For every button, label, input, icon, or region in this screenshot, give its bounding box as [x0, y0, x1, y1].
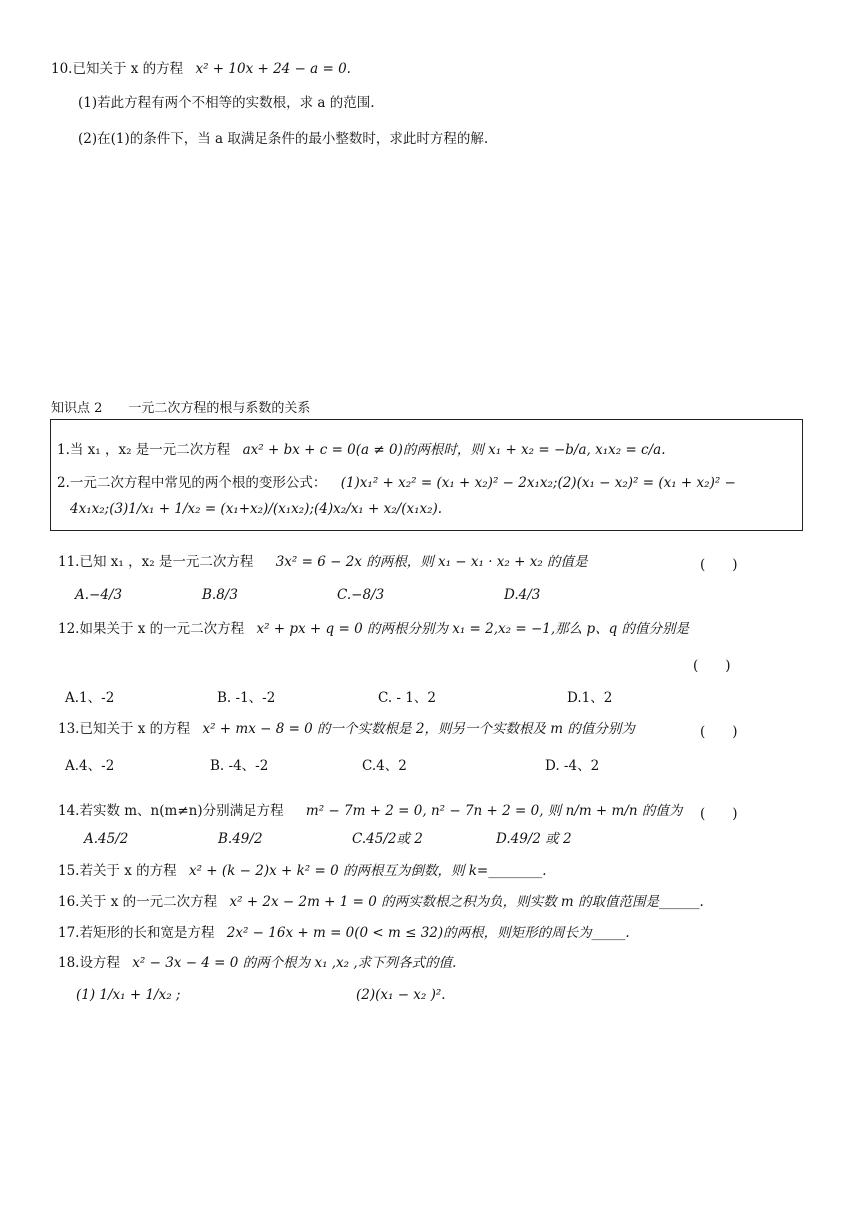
q13-answer-paren: ( ) — [700, 724, 738, 740]
q11-option-d: D.4/3 — [504, 587, 541, 603]
q10-part1: (1)若此方程有两个不相等的实数根，求 a 的范围. — [78, 95, 375, 111]
q11-line — [58, 553, 588, 571]
q17-stem: 17.若矩形的长和宽是方程 — [58, 925, 215, 941]
q12-option-c: C. - 1、2 — [378, 690, 436, 706]
q10-line — [51, 60, 351, 78]
kp-line1 — [57, 441, 666, 459]
q12-answer-paren: ( ) — [693, 658, 731, 674]
q13-line — [58, 720, 635, 738]
q12-option-b: B. -1、-2 — [217, 690, 276, 706]
q15-line — [58, 862, 547, 880]
q14-option-a: A.45/2 — [84, 831, 129, 847]
q18-part1: (1) 1/x₁ + 1/x₂ ; — [76, 987, 181, 1003]
kp-line2 — [57, 474, 736, 492]
q12-option-d: D.1、2 — [567, 690, 613, 706]
q18-part2: (2)(x₁ − x₂ )². — [356, 987, 446, 1003]
q14-option-d: D.49/2 或 2 — [496, 831, 572, 847]
q14-equation: m² − 7m + 2 = 0, n² − 7n + 2 = 0, 则 n/m + m/n 的值为 — [305, 803, 683, 819]
q12-equation: x² + px + q = 0 的两根分别为 x₁ = 2,x₂ = −1,那么 p、q 的值分别是 — [256, 621, 690, 637]
q18-line — [58, 954, 456, 972]
q16-equation: x² + 2x − 2m + 1 = 0 的两实数根之积为负，则实数 m 的取值范围是______. — [229, 894, 704, 910]
q11-stem: 11.已知 x₁ ，x₂ 是一元二次方程 — [58, 554, 254, 570]
q13-option-d: D. -4、2 — [545, 758, 600, 774]
q12-line — [58, 620, 689, 638]
kp-line1-math: ax² + bx + c = 0(a ≠ 0)的两根时，则 x₁ + x₂ = −b/a, x₁x₂ = c/a. — [242, 442, 666, 458]
kp-line1-text: 1.当 x₁ ，x₂ 是一元二次方程 — [57, 442, 231, 458]
q15-stem: 15.若关于 x 的方程 — [58, 863, 177, 879]
q13-equation: x² + mx − 8 = 0 的一个实数根是 2，则另一个实数根及 m 的值分别为 — [202, 721, 635, 737]
q14-option-b: B.49/2 — [218, 831, 263, 847]
kp-title: 知识点 2 一元二次方程的根与系数的关系 — [51, 401, 311, 416]
q14-line — [58, 802, 682, 820]
kp-line2-math: (1)x₁² + x₂² = (x₁ + x₂)² − 2x₁x₂;(2)(x₁ − x₂)² = (x₁ + x₂)² − — [340, 475, 736, 491]
q10-part2: (2)在(1)的条件下，当 a 取满足条件的最小整数时，求此时方程的解. — [78, 131, 489, 147]
kp-line2-text: 2.一元二次方程中常见的两个根的变形公式： — [57, 475, 327, 491]
q12-stem: 12.如果关于 x 的一元二次方程 — [58, 621, 245, 637]
q16-line — [58, 893, 704, 911]
q18-equation: x² − 3x − 4 = 0 的两个根为 x₁ ,x₂ ,求下列各式的值. — [132, 955, 457, 971]
q18-stem: 18.设方程 — [58, 955, 120, 971]
q14-answer-paren: ( ) — [700, 806, 738, 822]
q11-option-b: B.8/3 — [202, 587, 238, 603]
q13-stem: 13.已知关于 x 的方程 — [58, 721, 191, 737]
q16-stem: 16.关于 x 的一元二次方程 — [58, 894, 218, 910]
q11-answer-paren: ( ) — [700, 557, 738, 573]
q11-option-c: C.−8/3 — [337, 587, 385, 603]
q13-option-b: B. -4、-2 — [210, 758, 269, 774]
q12-option-a: A.1、-2 — [65, 690, 115, 706]
q17-line — [58, 924, 630, 942]
q17-equation: 2x² − 16x + m = 0(0 < m ≤ 32)的两根，则矩形的周长为_____. — [226, 925, 630, 941]
q14-stem: 14.若实数 m、n(m≠n)分别满足方程 — [58, 803, 284, 819]
q14-option-c: C.45/2或 2 — [352, 831, 423, 847]
kp-line3: 4x₁x₂;(3)1/x₁ + 1/x₂ = (x₁+x₂)/(x₁x₂);(4)x₂/x₁ + x₂/(x₁x₂). — [70, 501, 443, 517]
q10-equation: x² + 10x + 24 − a = 0. — [195, 61, 351, 77]
q10-stem: 10.已知关于 x 的方程 — [51, 61, 184, 77]
q13-option-a: A.4、-2 — [65, 758, 115, 774]
q11-equation: 3x² = 6 − 2x 的两根，则 x₁ − x₁ · x₂ + x₂ 的值是 — [275, 554, 588, 570]
q11-option-a: A.−4/3 — [75, 587, 123, 603]
q13-option-c: C.4、2 — [362, 758, 407, 774]
q15-equation: x² + (k − 2)x + k² = 0 的两根互为倒数，则 k=________. — [188, 863, 547, 879]
